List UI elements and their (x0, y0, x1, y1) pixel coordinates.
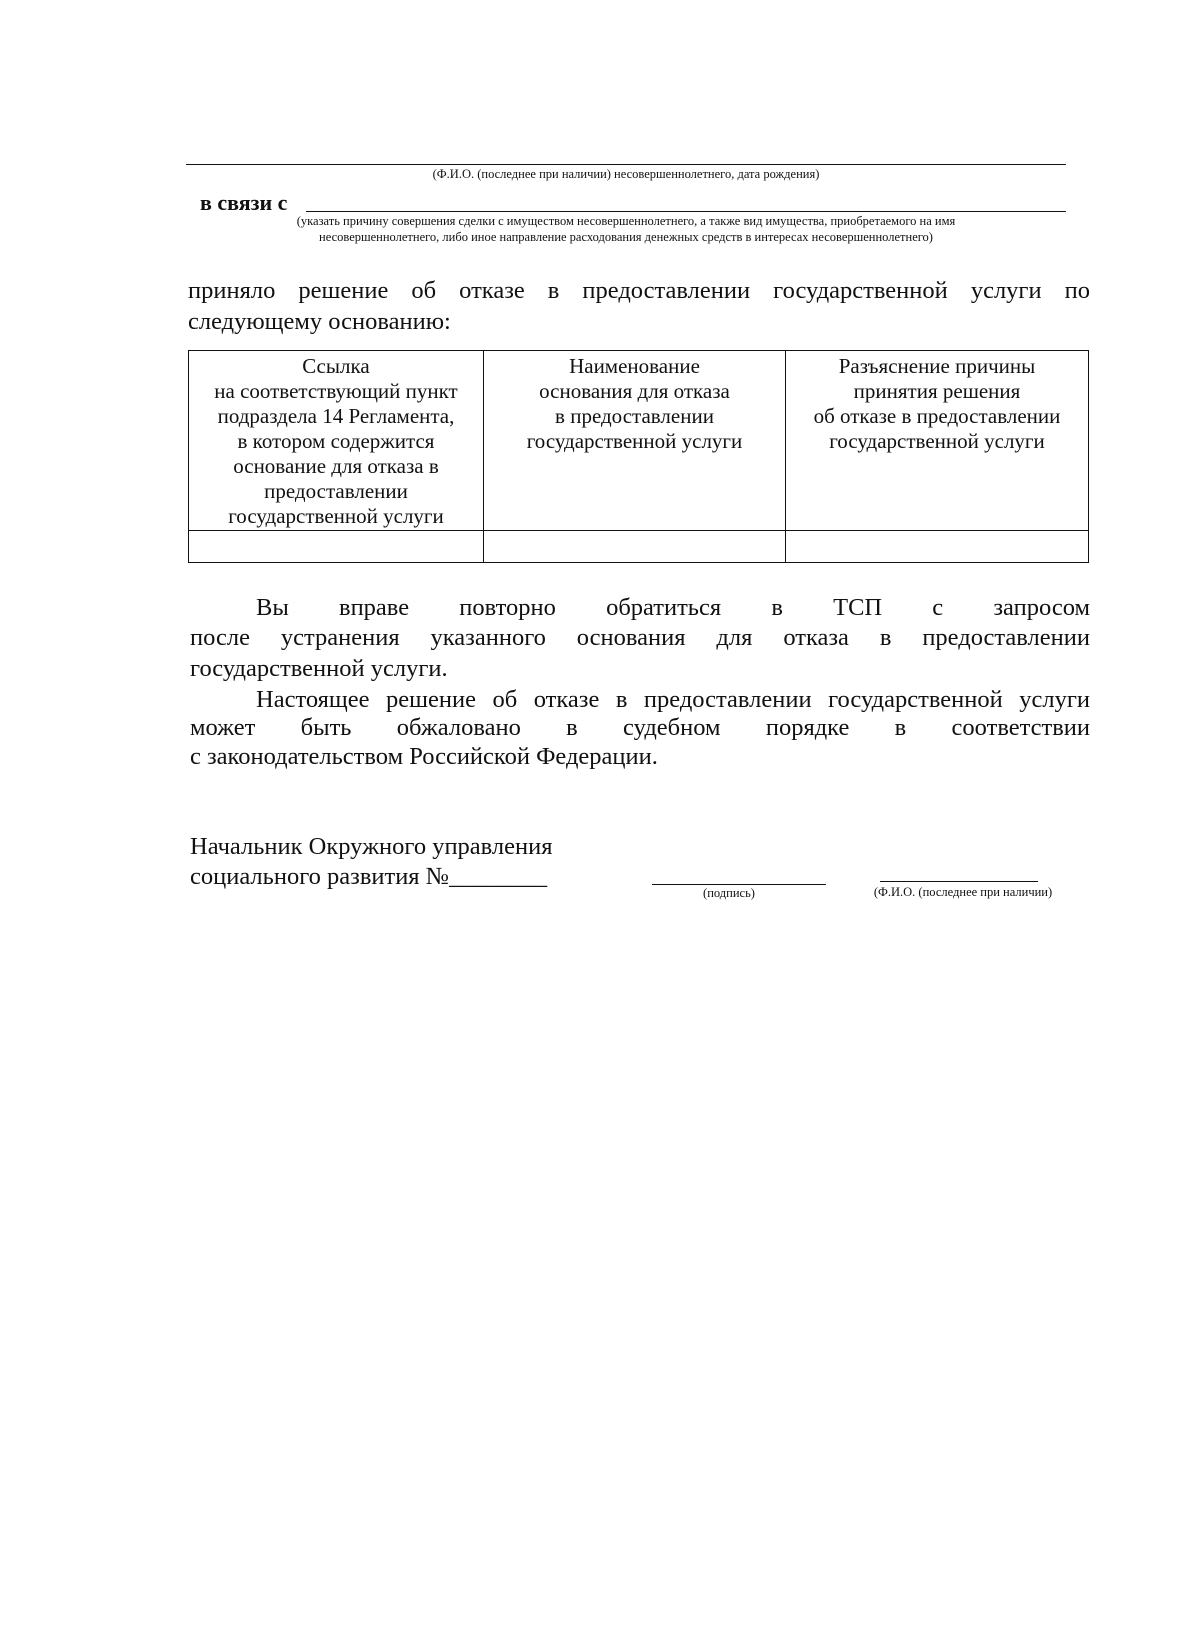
reason-prefix: в связи с (200, 190, 288, 215)
reason-caption-line1: (указать причину совершения сделки с имуществом несовершеннолетнего, а также вид имущества, приобретаемого на имя (296, 214, 956, 228)
signatory-position-line1: Начальник Окружного управления (190, 833, 553, 860)
paragraph1-line1: Вы вправе повторно обратиться в ТСП с запросом (256, 594, 1090, 621)
table-header-row (189, 351, 1089, 531)
signatory-fio-line (880, 881, 1038, 882)
signature-caption: (подпись) (703, 886, 755, 900)
reason-underline (306, 211, 1066, 212)
paragraph2-line2: может быть обжаловано в судебном порядке в соответствии (190, 714, 1090, 741)
table-cell (786, 531, 1089, 563)
signature-line (652, 884, 826, 885)
signatory-position-line2: социального развития №________ (190, 863, 548, 890)
column-header-refusal-explanation: Разъяснение причины принятия решения об отказе в предоставлении государственной услуги (786, 351, 1089, 531)
table-cell (189, 531, 484, 563)
fio-caption: (Ф.И.О. (последнее при наличии) несовершеннолетнего, дата рождения) (432, 167, 820, 181)
decision-line1: приняло решение об отказе в предоставлении государственной услуги по (188, 277, 1090, 304)
table-cell (484, 531, 786, 563)
paragraph2-line1: Настоящее решение об отказе в предоставлении государственной услуги (256, 686, 1090, 713)
paragraph1-line3: государственной услуги. (190, 655, 448, 682)
signatory-fio-caption: (Ф.И.О. (последнее при наличии) (873, 885, 1053, 899)
decision-line2: следующему основанию: (188, 308, 451, 335)
table-row (189, 531, 1089, 563)
column-header-refusal-ground: Наименование основания для отказа в предоставлении государственной услуги (484, 351, 786, 531)
paragraph2-line3: с законодательством Российской Федерации. (190, 743, 658, 770)
fio-underline (186, 164, 1066, 165)
refusal-grounds-table (188, 350, 1089, 563)
column-header-regulation-reference: Ссылка на соответствующий пункт подраздела 14 Регламента, в котором содержится основание для отказа в предоставлении государственной услуги (189, 351, 484, 531)
reason-caption-line2: несовершеннолетнего, либо иное направление расходования денежных средств в интересах несовершеннолетнего) (319, 230, 933, 244)
paragraph1-line2: после устранения указанного основания для отказа в предоставлении (190, 624, 1090, 651)
